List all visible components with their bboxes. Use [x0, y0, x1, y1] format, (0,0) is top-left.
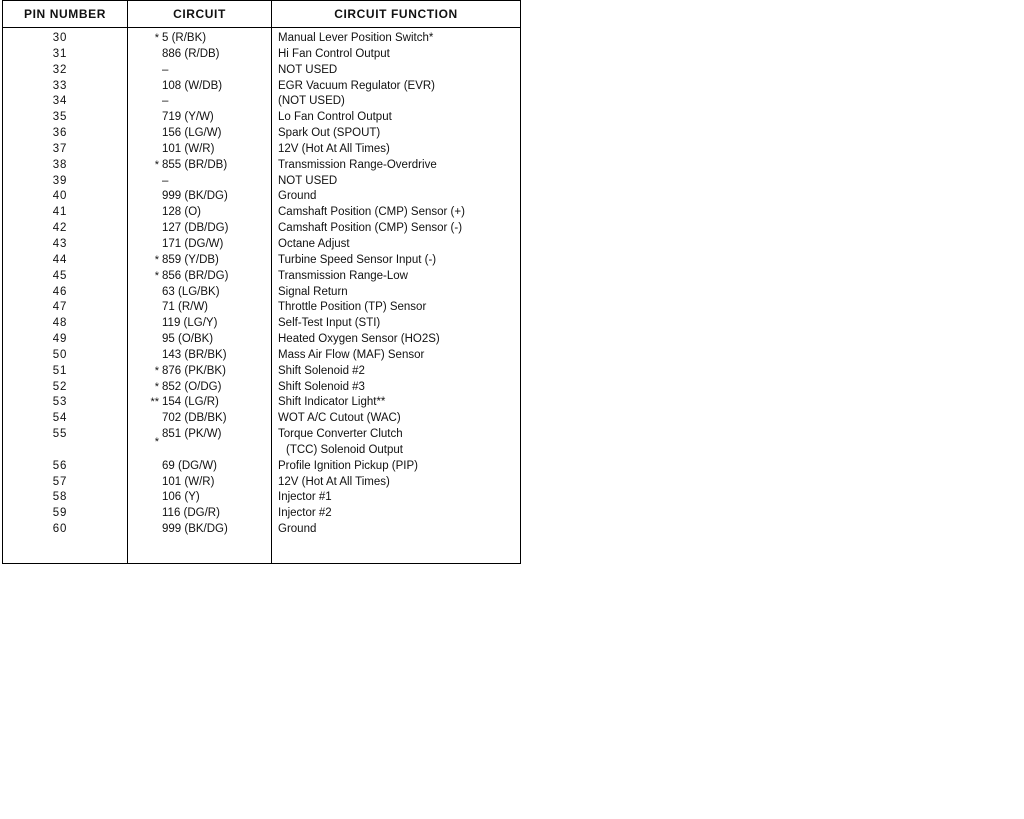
table-row [3, 506, 520, 522]
table-row [3, 79, 520, 95]
circuit-function-text: Lo Fan Control Output [278, 111, 392, 124]
pin-number-cell: 32 [52, 63, 68, 76]
footnote-marker: * [154, 158, 159, 171]
circuit-function-cell [278, 475, 390, 491]
circuit-function-cell [278, 459, 418, 475]
circuit-function-cell [278, 332, 440, 348]
circuit-function-text: Profile Ignition Pickup (PIP) [278, 459, 418, 472]
table-row [3, 221, 520, 237]
circuit-function-text: Hi Fan Control Output [278, 47, 390, 60]
pin-number-cell: 35 [52, 111, 68, 124]
footnote-marker: * [154, 380, 159, 393]
table-row [3, 189, 520, 205]
circuit-function-cell [278, 411, 401, 427]
pin-number-cell: 56 [52, 459, 68, 472]
pin-number-cell: 34 [52, 95, 68, 108]
circuit-function-cell [278, 300, 426, 316]
table-row [3, 490, 520, 506]
circuit-cell: 156 (LG/W) [162, 127, 222, 140]
circuit-cell: 101 (W/R) [162, 475, 215, 488]
pin-number-cell: 58 [52, 491, 68, 504]
table-row [3, 269, 520, 285]
circuit-cell: 852 (O/DG) [162, 380, 222, 393]
circuit-cell: 886 (R/DB) [162, 47, 220, 60]
circuit-function-text: NOT USED [278, 63, 338, 76]
circuit-function-text: Camshaft Position (CMP) Sensor (-) [278, 222, 463, 235]
table-row [3, 395, 520, 411]
table-row [3, 427, 520, 459]
pin-number-cell: 59 [52, 507, 68, 520]
circuit-function-cell [278, 506, 332, 522]
circuit-function-cell [278, 364, 365, 380]
circuit-cell: 876 (PK/BK) [162, 364, 226, 377]
circuit-cell: 999 (BK/DG) [162, 523, 228, 536]
pin-number-cell: 33 [52, 79, 68, 92]
circuit-cell: 63 (LG/BK) [162, 285, 220, 298]
table-row [3, 174, 520, 190]
table-row [3, 316, 520, 332]
table-row [3, 63, 520, 79]
circuit-function-cell [278, 269, 408, 285]
circuit-cell: 859 (Y/DB) [162, 253, 219, 266]
footnote-marker: * [154, 269, 159, 282]
table-row [3, 332, 520, 348]
table-row [3, 253, 520, 269]
pin-number-cell: 49 [52, 333, 68, 346]
pin-number-cell: 30 [52, 32, 68, 44]
table-row [3, 237, 520, 253]
circuit-function-cell [278, 110, 392, 126]
circuit-function-cell [278, 189, 316, 205]
circuit-function-text: Transmission Range-Overdrive [278, 158, 437, 171]
table-row [3, 522, 520, 538]
circuit-cell: 128 (O) [162, 206, 201, 219]
pin-number-cell: 36 [52, 127, 68, 140]
table-row [3, 47, 520, 63]
circuit-cell: 106 (Y) [162, 491, 200, 504]
circuit-cell: 95 (O/BK) [162, 333, 214, 346]
circuit-function-text: Spark Out (SPOUT) [278, 127, 381, 140]
header-divider [3, 27, 520, 28]
footnote-marker: * [154, 32, 159, 44]
circuit-cell: 851 (PK/W) [162, 428, 222, 441]
circuit-function-cell [278, 380, 365, 396]
circuit-function-text: Injector #1 [278, 491, 332, 504]
pin-number-cell: 37 [52, 142, 68, 155]
circuit-function-cell [278, 63, 337, 79]
circuit-function-cell [278, 221, 462, 237]
circuit-function-text: Manual Lever Position Switch* [278, 32, 434, 44]
pin-number-cell: 47 [52, 301, 68, 314]
circuit-cell: 702 (DB/BK) [162, 412, 227, 425]
circuit-cell: 855 (BR/DB) [162, 158, 228, 171]
circuit-function-cell [278, 47, 390, 63]
circuit-cell: 101 (W/R) [162, 142, 215, 155]
circuit-function-cell [278, 79, 435, 95]
pin-number-cell: 57 [52, 475, 68, 488]
circuit-function-cell [278, 94, 345, 110]
circuit-function-text: Ground [278, 523, 317, 536]
circuit-function-text: Injector #2 [278, 507, 332, 520]
circuit-function-cell [278, 142, 390, 158]
table-row [3, 475, 520, 491]
pin-number-cell: 45 [52, 269, 68, 282]
circuit-function-text: Torque Converter Clutch [278, 428, 403, 441]
footnote-marker: ** [150, 396, 159, 409]
circuit-cell: – [162, 63, 169, 76]
table-row [3, 110, 520, 126]
pin-number-cell: 46 [52, 285, 68, 298]
circuit-function-text: Octane Adjust [278, 237, 350, 250]
circuit-function-text: WOT A/C Cutout (WAC) [278, 412, 401, 425]
circuit-function-text: Camshaft Position (CMP) Sensor (+) [278, 206, 465, 219]
circuit-function-cell [278, 348, 424, 364]
circuit-function-text: Shift Solenoid #3 [278, 380, 365, 393]
circuit-function-cell [278, 237, 350, 253]
table-row [3, 126, 520, 142]
table-row [3, 459, 520, 475]
circuit-cell: 116 (DG/R) [162, 507, 220, 520]
circuit-cell: – [162, 95, 169, 108]
pin-number-cell: 39 [52, 174, 68, 187]
table-row [3, 142, 520, 158]
header-circuit-function: CIRCUIT FUNCTION [334, 7, 458, 21]
table-row [3, 285, 520, 301]
table-row [3, 364, 520, 380]
circuit-function-text: 12V (Hot At All Times) [278, 142, 390, 155]
circuit-cell: 69 (DG/W) [162, 459, 217, 472]
circuit-cell: 154 (LG/R) [162, 396, 219, 409]
circuit-cell: 856 (BR/DG) [162, 269, 229, 282]
pin-number-cell: 50 [52, 348, 68, 361]
circuit-function-text: Ground [278, 190, 317, 203]
circuit-function-cell [278, 205, 465, 221]
table-row [3, 348, 520, 364]
circuit-function-cell [278, 174, 337, 190]
pin-number-cell: 42 [52, 222, 68, 235]
circuit-cell: 999 (BK/DG) [162, 190, 228, 203]
pin-number-cell: 48 [52, 317, 68, 330]
circuit-cell: 5 (R/BK) [162, 32, 207, 44]
table-row [3, 380, 520, 396]
footnote-marker: * [154, 364, 159, 377]
pin-number-cell: 52 [52, 380, 68, 393]
footnote-marker: * [154, 253, 159, 266]
table-row [3, 94, 520, 110]
table-row [3, 300, 520, 316]
circuit-function-cell [278, 31, 433, 47]
circuit-function-cell [278, 316, 380, 332]
circuit-function-text: Shift Indicator Light** [278, 396, 386, 409]
pin-number-cell: 38 [52, 158, 68, 171]
circuit-function-text: Self-Test Input (STI) [278, 317, 381, 330]
circuit-function-cell [278, 490, 332, 506]
pin-number-cell: 60 [52, 523, 68, 536]
table-row [3, 411, 520, 427]
pin-number-cell: 44 [52, 253, 68, 266]
circuit-function-text: (NOT USED) [278, 95, 345, 108]
circuit-function-text: EGR Vacuum Regulator (EVR) [278, 79, 436, 92]
circuit-function-text: Transmission Range-Low [278, 269, 408, 282]
header-circuit: CIRCUIT [173, 7, 226, 21]
circuit-function-cell [278, 285, 348, 301]
circuit-cell: 719 (Y/W) [162, 111, 214, 124]
circuit-cell: – [162, 174, 169, 187]
circuit-cell: 127 (DB/DG) [162, 222, 229, 235]
circuit-function-text: NOT USED [278, 174, 338, 187]
circuit-function-cell [278, 395, 385, 411]
table-body [3, 31, 520, 538]
circuit-cell: 143 (BR/BK) [162, 348, 227, 361]
circuit-function-cell [278, 427, 403, 459]
table-row [3, 158, 520, 174]
pin-number-cell: 41 [52, 206, 68, 219]
circuit-function-text: Throttle Position (TP) Sensor [278, 301, 427, 314]
footnote-marker: * [154, 436, 159, 449]
circuit-function-cell [278, 253, 436, 269]
circuit-cell: 119 (LG/Y) [162, 317, 218, 330]
table-row [3, 205, 520, 221]
pin-number-cell: 55 [52, 428, 68, 441]
circuit-function-text: 12V (Hot At All Times) [278, 475, 390, 488]
table-row [3, 31, 520, 47]
circuit-cell: 171 (DG/W) [162, 237, 224, 250]
circuit-function-cell [278, 126, 380, 142]
circuit-function-text: Mass Air Flow (MAF) Sensor [278, 348, 425, 361]
pin-number-cell: 51 [52, 364, 68, 377]
pin-number-cell: 43 [52, 237, 68, 250]
circuit-function-text-continued: (TCC) Solenoid Output [286, 443, 403, 456]
header-pin-number: PIN NUMBER [23, 7, 106, 21]
pin-number-cell: 53 [52, 396, 68, 409]
circuit-function-text: Turbine Speed Sensor Input (-) [278, 253, 437, 266]
pin-number-cell: 31 [52, 47, 68, 60]
circuit-function-cell [278, 158, 437, 174]
circuit-cell: 71 (R/W) [162, 301, 208, 314]
circuit-function-cell [278, 522, 316, 538]
pin-number-cell: 40 [52, 190, 68, 203]
circuit-cell: 108 (W/DB) [162, 79, 223, 92]
circuit-function-text: Signal Return [278, 285, 348, 298]
pin-table [2, 0, 521, 564]
pin-number-cell: 54 [52, 412, 68, 425]
circuit-function-text: Shift Solenoid #2 [278, 364, 365, 377]
circuit-function-text: Heated Oxygen Sensor (HO2S) [278, 333, 440, 346]
